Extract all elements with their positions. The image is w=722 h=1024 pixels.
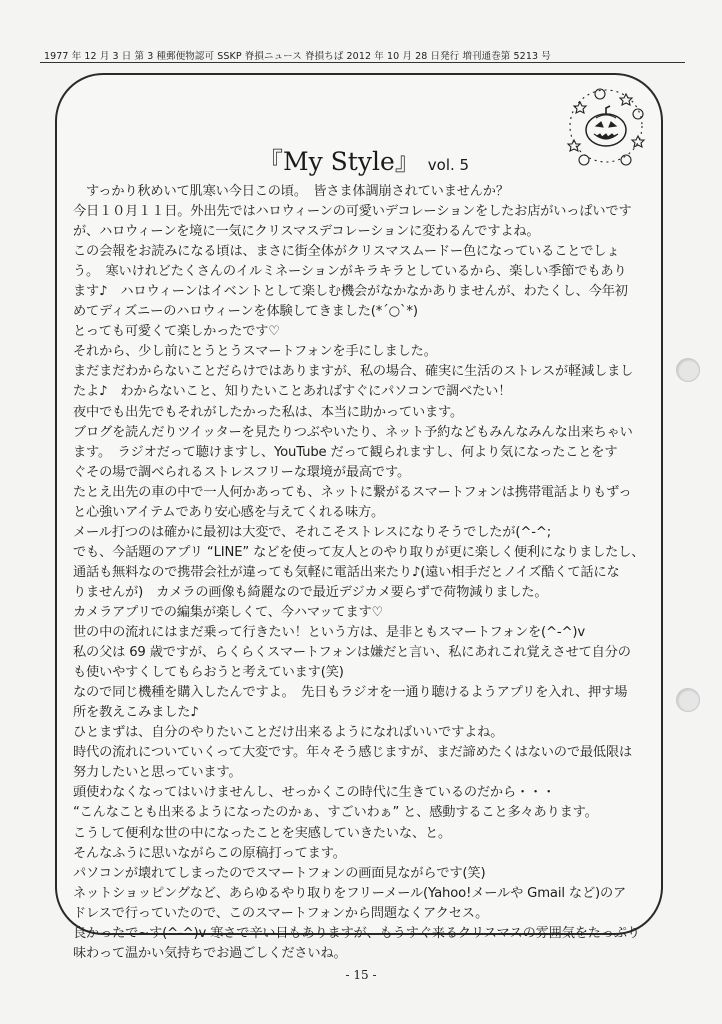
article-line: そんなふうに思いながらこの原稿打ってます。 [73, 845, 346, 861]
article-line: ます♪ ハロウィーンはイベントとして楽しむ機会がなかなかありませんが、わたくし、今年初 [73, 284, 628, 300]
header-rule [40, 62, 685, 63]
article-line: 良かったで~す(^-^)v 寒さで辛い日もありますが、もうすぐ来るクリスマスの雰囲気をたっぷり [73, 925, 640, 941]
article-title [258, 142, 469, 178]
article-line: りませんが) カメラの画像も綺麗なので最近デジカメ要らずで荷物減りました。 [73, 584, 548, 600]
article-volume: vol. 5 [427, 156, 470, 174]
article-line: 通話も無料なので携帯会社が違っても気軽に電話出来たり♪(遠い相手だとノイズ酷くて話にな [73, 564, 620, 580]
article-line: と心強いアイテムであり安心感を与えてくれる味方。 [73, 504, 385, 520]
article-line: “こんなことも出来るようになったのかぁ、すごいわぁ” と、感動すること多々あります。 [73, 805, 598, 821]
article-line: が、ハロウィーンを境に一気にクリスマスデコレーションに変わるんですよね。 [73, 224, 540, 240]
article-line: 私の父は 69 歳ですが、らくらくスマートフォンは嫌だと言い、私にあれこれ覚えさせて自分の [73, 645, 631, 661]
article-line: 夜中でも出先でもそれがしたかった私は、本当に助かっています。 [73, 404, 464, 420]
article-line: めてディズニーのハロウィーンを体験してきました(*´○`*) [73, 304, 418, 320]
article-line: ネットショッピングなど、あらゆるやり取りをフリーメール(Yahoo!メールや Gmail など)のア [73, 885, 627, 901]
article-line: ます。 ラジオだって聴けますし、YouTube だって観られますし、何より気になったことをす [73, 444, 618, 460]
article-line: たとえ出先の車の中で一人何かあっても、ネットに繋がるスマートフォンは携帯電話よりもずっ [73, 484, 632, 500]
article-line: すっかり秋めいて肌寒い今日この頃。 皆さま体調崩されていませんか？ [73, 184, 509, 199]
article-line: ドレスで行っていたので、このスマートフォンから問題なくアクセス。 [73, 905, 489, 921]
article-line: まだまだわからないことだらけではありますが、私の場合、確実に生活のストレスが軽減しまし [73, 364, 634, 380]
article-line: ひとまずは、自分のやりたいことだけ出来るようになればいいですよね。 [73, 725, 504, 741]
halloween-pumpkin-wreath-icon [560, 80, 652, 172]
newsletter-header: 1977 年 12 月 3 日 第 3 種郵便物認可 SSKP 脊損ニュース 脊損ちば 2012 年 10 月 28 日発行 増刊通巻第 5213 号 [44, 51, 551, 62]
article-line: それから、少し前にとうとうスマートフォンを手にしました。 [73, 344, 437, 360]
article-line: ぐその場で調べられるストレスフリーな環境が最高です。 [73, 464, 410, 480]
article-title-text: 『My Style』 [258, 147, 420, 176]
article-line: 頭使わなくなってはいけませんし、せっかくこの時代に生きているのだから・・・ [73, 785, 556, 801]
binder-hole-bottom [676, 688, 700, 712]
article-line: こうして便利な世の中になったことを実感していきたいな、と。 [73, 825, 452, 841]
article-line: でも、今話題のアプリ “LINE” などを使って友人とのやり取りが更に楽しく便利になりましたし、 [73, 544, 645, 560]
binder-hole-top [676, 358, 700, 382]
article-line: う。 寒いけれどたくさんのイルミネーションがキラキラとしているから、楽しい季節でもあり [73, 264, 627, 280]
article-line: たよ♪ わからないこと、知りたいことあればすぐにパソコンで調べたい！ [73, 384, 512, 400]
article-line: パソコンが壊れてしまったのでスマートフォンの画面見ながらです(笑) [73, 865, 486, 881]
article-line: なので同じ機種を購入したんですよ。 先日もラジオを一通り聴けるようアプリを入れ、押す場 [73, 685, 628, 701]
article-line: 努力したいと思っています。 [73, 765, 242, 781]
article-line: 味わって温かい気持ちでお過ごしくださいね。 [73, 945, 347, 961]
article-line: も使いやすくしてもらおうと考えています(笑) [73, 665, 344, 681]
article-line: メール打つのは確かに最初は大変で、それこそストレスになりそうでしたが(^-^; [73, 524, 552, 540]
page-number: - 15 - [345, 968, 377, 982]
article-line: 今日１０月１１日。外出先ではハロウィーンの可愛いデコレーションをしたお店がいっぱいです [73, 204, 632, 220]
article-line: 時代の流れについていくって大変です。年々そう感じますが、まだ諦めたくはないので最低限は [73, 745, 633, 761]
article-body [73, 182, 663, 964]
article-line: とっても可愛くて楽しかったです♡ [73, 324, 280, 340]
article-line: 所を教えこみました♪ [73, 705, 199, 721]
article-line: この会報をお読みになる頃は、まさに街全体がクリスマスムードー色になっていることでしょ [73, 244, 620, 260]
article-line: ブログを読んだりツイッターを見たりつぶやいたり、ネット予約などもみんなみんな出来ちゃい [73, 424, 633, 440]
article-line: 世の中の流れにはまだ乗って行きたい！という方は、是非ともスマートフォンを(^-^)v [73, 625, 586, 641]
article-line: カメラアプリでの編集が楽しくて、今ハマッてます♡ [73, 604, 384, 620]
